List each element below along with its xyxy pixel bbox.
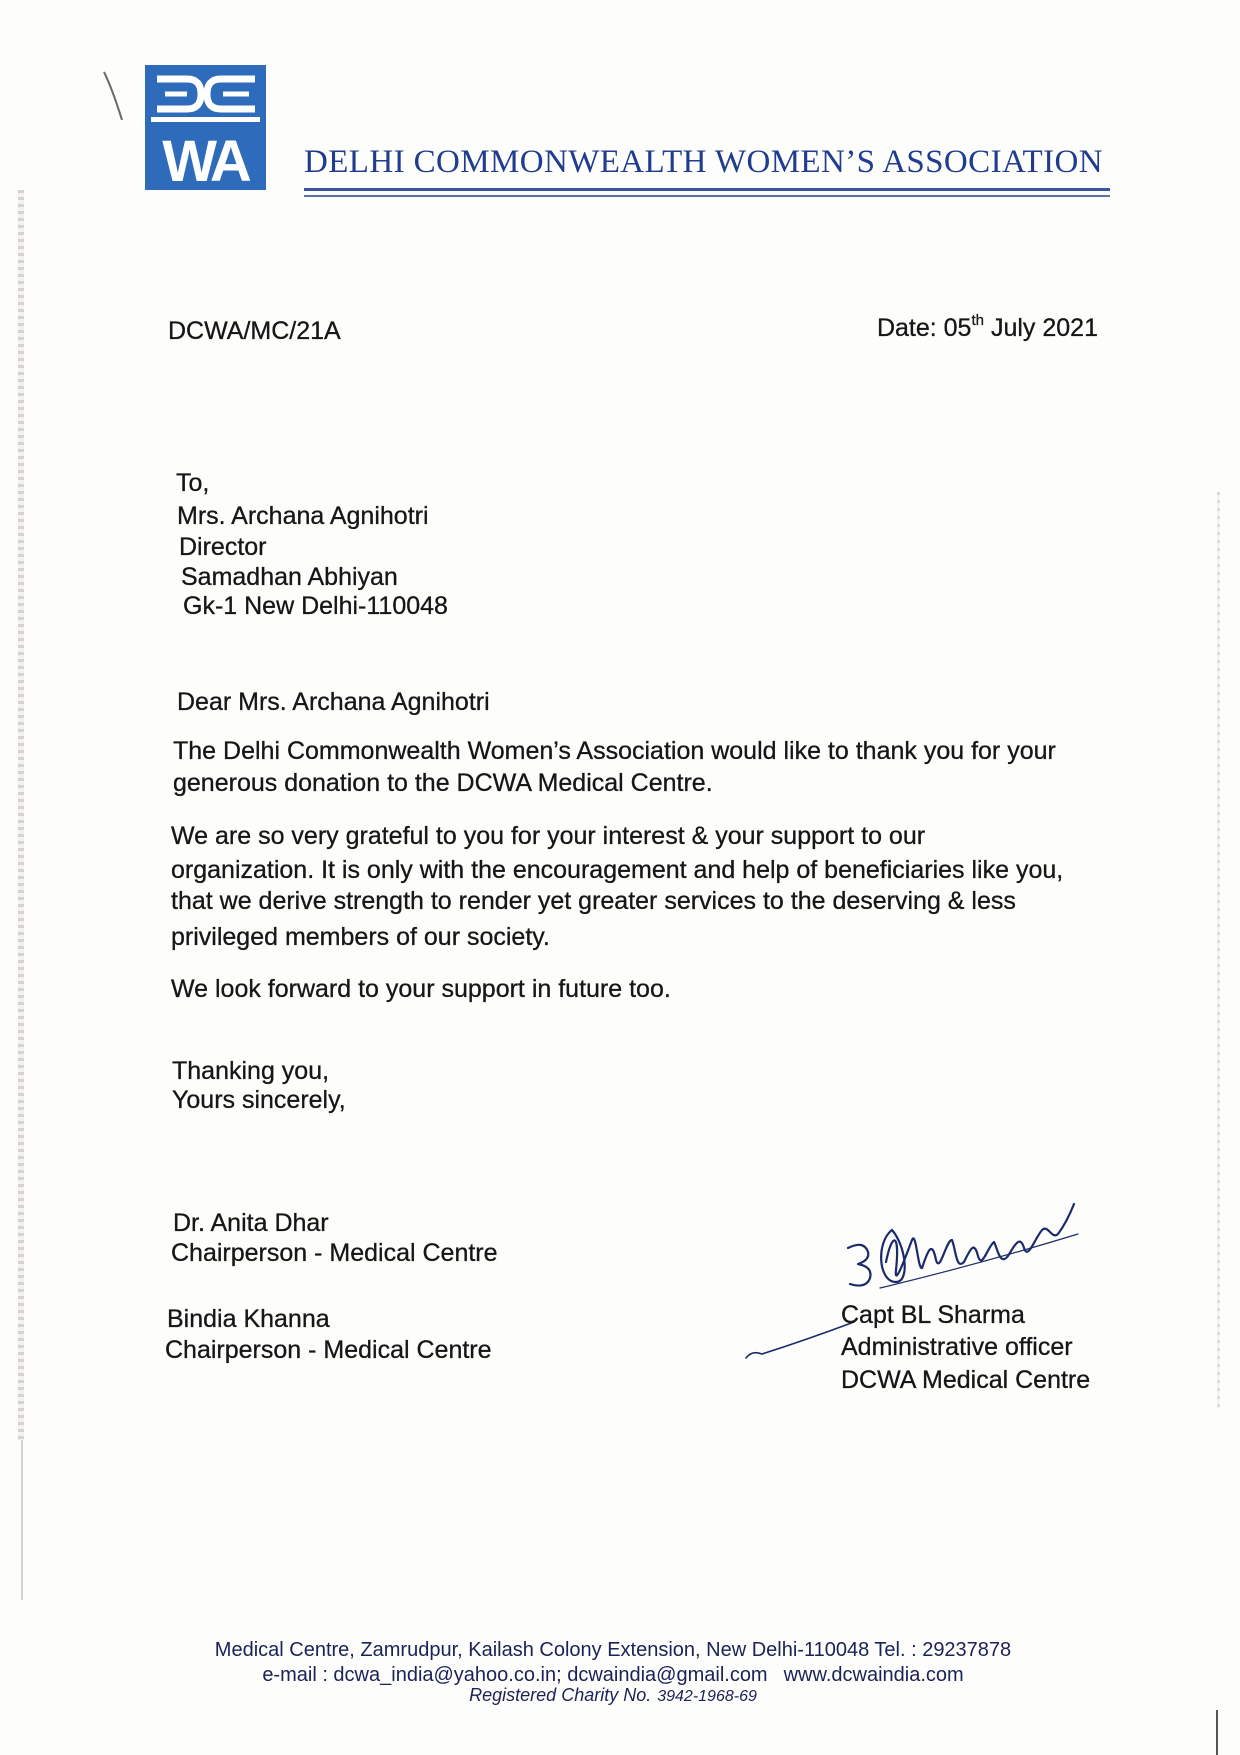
signatory-1-title: Chairperson - Medical Centre (171, 1239, 498, 1267)
date-ordinal: th (971, 311, 984, 329)
closing-thanks: Thanking you, (172, 1057, 330, 1085)
recipient-designation: Director (179, 533, 267, 561)
paper-edge-left (18, 190, 24, 1440)
recipient-name: Mrs. Archana Agnihotri (177, 502, 429, 530)
signatory-3-title: Administrative officer (841, 1333, 1073, 1361)
body-paragraph-3-line: We look forward to your support in future too. (171, 975, 671, 1003)
reference-number: DCWA/MC/21A (168, 317, 341, 345)
header-rule-thick (304, 188, 1110, 191)
letter-date (877, 313, 1098, 343)
charity-number: 3942-1968-69 (657, 1688, 757, 1705)
body-paragraph-1-line: generous donation to the DCWA Medical Centre. (173, 769, 713, 797)
recipient-to: To, (176, 469, 210, 497)
footer-charity (0, 1684, 1226, 1708)
header-rule-thin (304, 195, 1110, 197)
signatory-2-name: Bindia Khanna (167, 1305, 330, 1333)
paper-edge-left-lower (21, 1440, 23, 1600)
signatory-3-unit: DCWA Medical Centre (841, 1366, 1091, 1394)
date-prefix: Date: 05 (876, 314, 972, 342)
footer-email: e-mail : dcwa_india@yahoo.co.in; dcwaindia@gmail.com (262, 1664, 768, 1686)
paper-edge-right (1217, 492, 1220, 1408)
footer-address: Medical Centre, Zamrudpur, Kailash Colony Extension, New Delhi-110048 Tel. : 29237878 (214, 1639, 1012, 1661)
scan-mark (100, 68, 130, 128)
date-rest: July 2021 (990, 314, 1098, 342)
logo-lettering: WA (162, 129, 248, 190)
signatory-1-name: Dr. Anita Dhar (173, 1209, 329, 1237)
greeting: Dear Mrs. Archana Agnihotri (177, 688, 490, 716)
dcwa-logo (145, 65, 266, 190)
body-paragraph-1-line: The Delhi Commonwealth Women’s Association would like to thank you for your (173, 737, 1056, 765)
organization-name: DELHI COMMONWEALTH WOMEN’S ASSOCIATION (304, 144, 1103, 180)
body-paragraph-2-line: privileged members of our society. (171, 923, 550, 951)
footer-website: www.dcwaindia.com (783, 1664, 964, 1686)
body-paragraph-2-line: that we derive strength to render yet greater services to the deserving & less (171, 887, 1016, 915)
body-paragraph-2-line: We are so very grateful to you for your interest & your support to our (171, 822, 926, 850)
recipient-address: Gk-1 New Delhi-110048 (183, 592, 448, 620)
closing-sincerely: Yours sincerely, (172, 1086, 346, 1114)
signatory-3-name: Capt BL Sharma (841, 1301, 1025, 1329)
signatory-2-title: Chairperson - Medical Centre (165, 1336, 492, 1364)
body-paragraph-2-line: organization. It is only with the encouragement and help of beneficiaries like you, (171, 856, 1064, 884)
recipient-organization: Samadhan Abhiyan (181, 563, 398, 591)
paper-edge-right-lower (1216, 1710, 1218, 1755)
charity-label: Registered Charity No. (469, 1685, 652, 1705)
